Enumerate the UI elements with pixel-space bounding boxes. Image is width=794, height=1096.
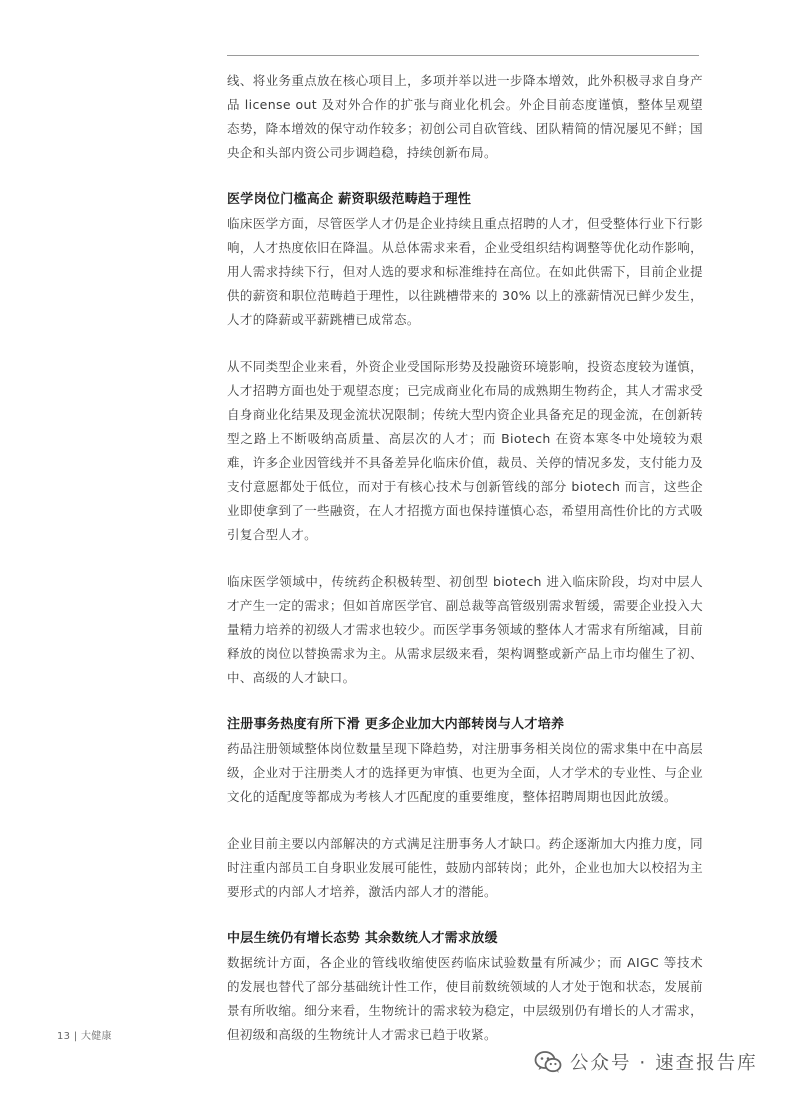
section-statistics xyxy=(227,927,703,1047)
top-divider xyxy=(227,55,699,56)
spacer xyxy=(227,165,703,188)
watermark-text: 公众号 · 速查报告库 xyxy=(570,1053,758,1074)
intro-paragraph: 线、将业务重点放在核心项目上，多项并举以进一步降本增效，此外积极寻求自身产品 license out 及对外合作的扩张与商业化机会。外企目前态度谨慎，整体呈观望态势，降本增效的保守动作较多；初创公司自砍管线、团队精简的情况屡见不鲜；国央企和头部内资公司步调趋稳，持续创新布局。 xyxy=(227,73,703,160)
spacer xyxy=(227,332,703,355)
spacer xyxy=(227,547,703,570)
article-body xyxy=(227,69,703,1047)
section-medical xyxy=(227,188,703,690)
section-paragraph: 临床医学领域中，传统药企积极转型、初创型 biotech 进入临床阶段，均对中层人才产生一定的需求；但如首席医学官、副总裁等高管级别需求暂缓，需要企业投入大量精力培养的初级人才需求也较少。而医学事务领域的整体人才需求有所缩减，目前释放的岗位以替换需求为主。从需求层级来看，架构调整或新产品上市均催生了初、中、高级的人才缺口。 xyxy=(227,574,703,685)
section-paragraph: 企业目前主要以内部解决的方式满足注册事务人才缺口。药企逐渐加大内推力度，同时注重内部员工自身职业发展可能性，鼓励内部转岗；此外，企业也加大以校招为主要形式的内部人才培养，激活内部人才的潜能。 xyxy=(227,836,703,899)
section-regulatory xyxy=(227,713,703,904)
section-paragraph: 药品注册领域整体岗位数量呈现下降趋势，对注册事务相关岗位的需求集中在中高层级，企业对于注册类人才的选择更为审慎、也更为全面，人才学术的专业性、与企业文化的适配度等都成为考核人才匹配度的重要维度，整体招聘周期也因此放缓。 xyxy=(227,741,703,804)
section-heading: 注册事务热度有所下滑 更多企业加大内部转岗与人才培养 xyxy=(227,717,565,732)
watermark xyxy=(534,1049,758,1075)
section-paragraph: 数据统计方面，各企业的管线收缩使医药临床试验数量有所减少；而 AIGC 等技术的发展也替代了部分基础统计性工作，使目前数统领域的人才处于饱和状态，发展前景有所收缩。细分来看，生物统计的需求较为稳定，中层级别仍有增长的人才需求，但初级和高级的生物统计人才需求已趋于收紧。 xyxy=(227,955,703,1042)
wechat-icon xyxy=(534,1050,562,1074)
spacer xyxy=(227,690,703,713)
spacer xyxy=(227,904,703,927)
section-paragraph: 临床医学方面，尽管医学人才仍是企业持续且重点招聘的人才，但受整体行业下行影响，人才热度依旧在降温。从总体需求来看，企业受组织结构调整等优化动作影响，用人需求持续下行，但对人选的要求和标准维持在高位。在如此供需下，目前企业提供的薪资和职位范畴趋于理性，以往跳槽带来的 30% 以上的涨薪情况已鲜少发生，人才的降薪或平薪跳槽已成常态。 xyxy=(227,216,703,327)
spacer xyxy=(227,809,703,832)
page-footer: 13 | 大健康 xyxy=(57,1031,112,1042)
section-heading: 医学岗位门槛高企 薪资职级范畴趋于理性 xyxy=(227,192,472,207)
section-heading: 中层生统仍有增长态势 其余数统人才需求放缓 xyxy=(227,931,498,946)
section-paragraph: 从不同类型企业来看，外资企业受国际形势及投融资环境影响，投资态度较为谨慎，人才招聘方面也处于观望态度；已完成商业化布局的成熟期生物药企，其人才需求受自身商业化结果及现金流状况限制；传统大型内资企业具备充足的现金流，在创新转型之路上不断吸纳高质量、高层次的人才；而 Biotech 在资本寒冬中处境较为艰难，许多企业因管线并不具备差异化临床价值，裁员、关停的情况多发，支付能力及支付意愿都处于低位，而对于有核心技术与创新管线的部分 biotech 而言，这些企业即使拿到了一些融资，在人才招揽方面也保持谨慎心态，希望用高性价比的方式吸引复合型人才。 xyxy=(227,359,703,542)
